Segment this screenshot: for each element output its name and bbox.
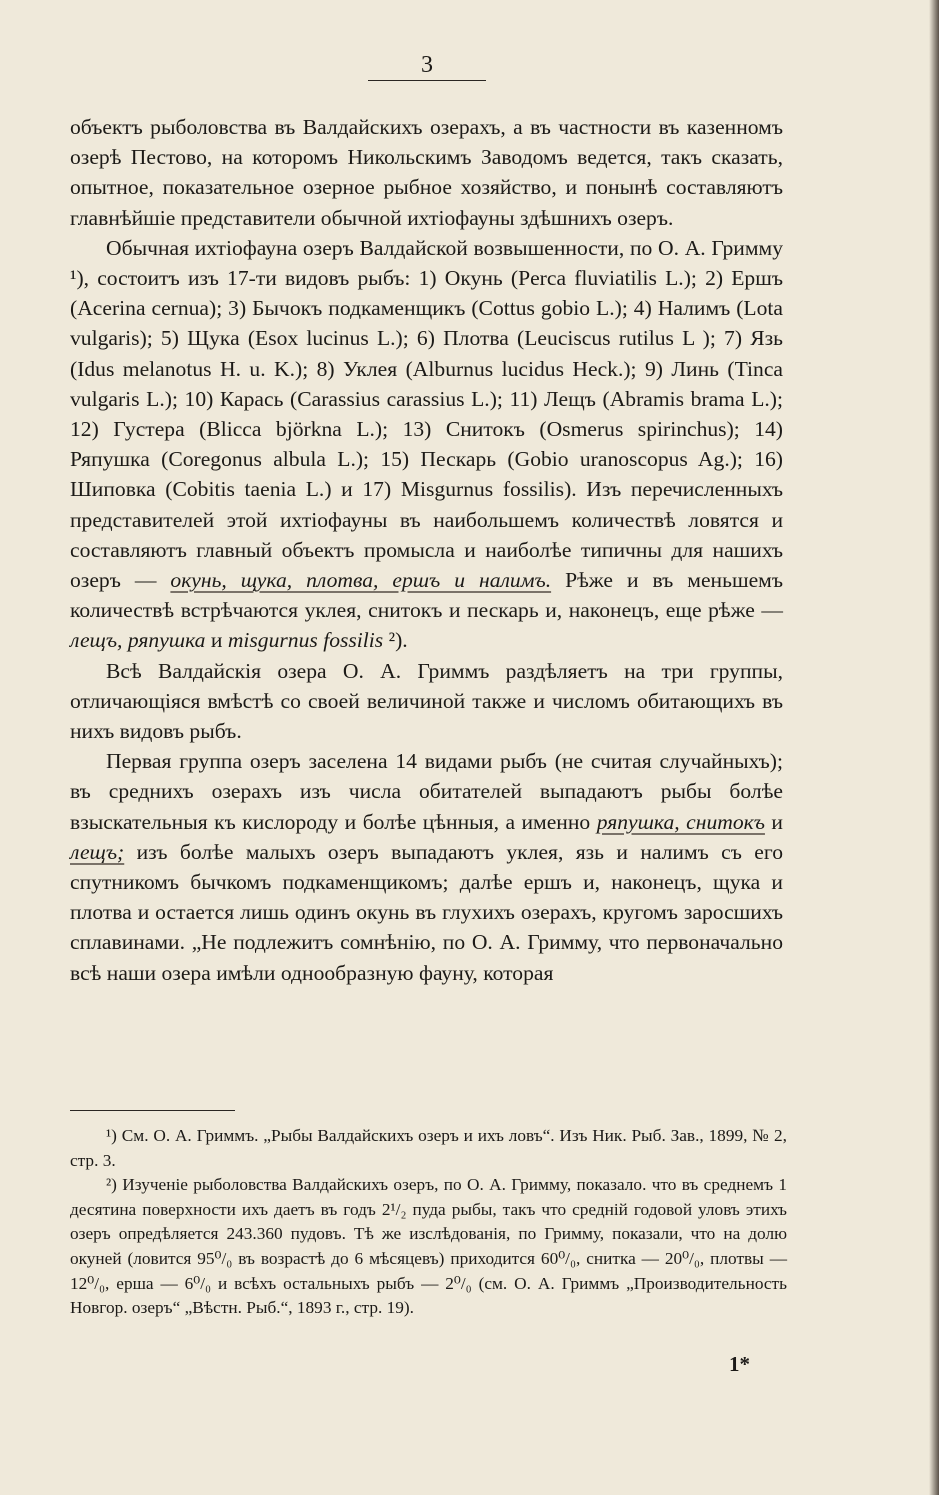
paragraph-1: объектъ рыболовства въ Валдайскихъ озерахъ, а въ частности въ казенномъ озерѣ Пестово, на которомъ Никольскимъ Заводомъ ведется, такъ сказать, опытное, показательное озерное рыбное хозяйство, и понынѣ составляютъ главнѣйшіе представители обычной ихтіофауны здѣшнихъ озеръ. bbox=[70, 115, 783, 230]
italic-rare-fish: лещъ, ряпушка bbox=[70, 628, 206, 653]
conjunction: и bbox=[771, 809, 783, 834]
paragraph-4-tail: изъ болѣе малыхъ озеръ выпадаютъ уклея, язь и налимъ съ его спутникомъ бычкомъ подкаменщикомъ; далѣе ершъ и, наконецъ, щука и плотва и остается лишь одинъ окунь въ глухихъ озерахъ, кругомъ заросшихъ сплавинами. „Не подлежитъ сомнѣнію, по О. А. Гримму, что первоначально всѣ наши озера имѣли однообразную фауну, которая bbox=[70, 839, 783, 985]
paragraph-3: Всѣ Валдайскія озера О. А. Гриммъ раздѣляетъ на три группы, отличающіяся вмѣстѣ со своей величиной также и числомъ обитающихъ въ нихъ видовъ рыбъ. bbox=[70, 658, 783, 744]
footnote-rule bbox=[70, 1110, 235, 1111]
printer-signature: 1* bbox=[729, 1352, 750, 1376]
footnotes bbox=[70, 1124, 787, 1321]
page-number: 3 bbox=[421, 52, 433, 78]
paragraph-4 bbox=[70, 746, 783, 988]
paragraph-4-text: Первая группа озеръ заселена 14 видами рыбъ (не считая случайныхъ); въ среднихъ озерахъ изъ числа обитателей выпадаютъ рыбы болѣе взыскательныя къ кислороду и болѣе цѣнныя, а именно bbox=[70, 749, 783, 834]
paragraph-2 bbox=[70, 233, 783, 656]
italic-misgurnus: misgurnus fossilis bbox=[227, 628, 384, 653]
paragraph-2-text: Обычная ихтіофауна озеръ Валдайской возвышенности, по О. А. Гримму ¹), состоитъ изъ 17-ти видовъ рыбъ: 1) Окунь (Perca fluviatilis L.); 2) Ершъ (Acerina cernua); 3) Бычокъ подкаменщикъ (Cottus gobio L.); 4) Налимъ (Lota vulgaris); 5) Щука (Esox lucinus L.); 6) Плотва (Leuciscus rutilus L ); 7) Язь (Idus melanotus H. u. K.); 8) Уклея (Alburnus lucidus Heck.); 9) Линь (Tinca vulgaris L.); 10) Карась (Carassius carassius L.); 11) Лещъ (Abramis brama L.); 12) Густера (Blicca björkna L.); 13) Снитокъ (Osmerus spirinchus); 14) Ряпушка (Coregonus albula L.); 15) Пескарь (Gobio uranoscopus Ag.); 16) Шиповка (Cobitis taenia L.) и 17) Misgurnus fossilis). Изъ перечисленныхъ представителей этой ихтіофауны въ наибольшемъ количествѣ ловятся и составляютъ главный объектъ промысла и наиболѣе типичны для нашихъ озеръ — bbox=[70, 235, 783, 593]
conjunction: и bbox=[210, 628, 223, 653]
footnote-1: ¹) См. О. А. Гриммъ. „Рыбы Валдайскихъ озеръ и ихъ ловъ“. Изъ Ник. Рыб. Зав., 1899, № 2, стр. 3. bbox=[70, 1126, 787, 1170]
footnote-ref-2: ²). bbox=[388, 628, 408, 653]
italic-leshch: лещъ; bbox=[70, 839, 125, 864]
body-text bbox=[70, 112, 783, 988]
paragraph-2-tail: Рѣже и въ меньшемъ количествѣ встрѣчаются уклея, снитокъ и пескарь и, наконецъ, еще рѣже — bbox=[70, 568, 783, 623]
italic-fish-list: окунь, щука, плотва, ершъ и налимъ. bbox=[170, 568, 552, 593]
page-edge-shadow bbox=[929, 0, 939, 1495]
header-rule bbox=[368, 80, 486, 81]
footnote-2: ²) Изученіе рыболовства Валдайскихъ озеръ, по О. А. Гримму, показало. что въ среднемъ 1 десятина поверхности ихъ даетъ въ годъ 2¹/₂ пуда рыбы, такъ что средній годовой уловъ этихъ озеръ опредѣляется 243.360 пудовъ. Тѣ же изслѣдованія, по Гримму, показали, что на долю окуней (ловится 95⁰/₀ въ возрастѣ до 6 мѣсяцевъ) приходится 60⁰/₀, снитка — 20⁰/₀, плотвы — 12⁰/₀, ерша — 6⁰/₀ и всѣхъ остальныхъ рыбъ — 2⁰/₀ (см. О. А. Гриммъ „Производительность Новгор. озеръ“ „Вѣстн. Рыб.“, 1893 г., стр. 19). bbox=[70, 1175, 787, 1318]
page-header bbox=[368, 50, 486, 81]
italic-valuable-fish: ряпушка, снитокъ bbox=[596, 809, 765, 834]
